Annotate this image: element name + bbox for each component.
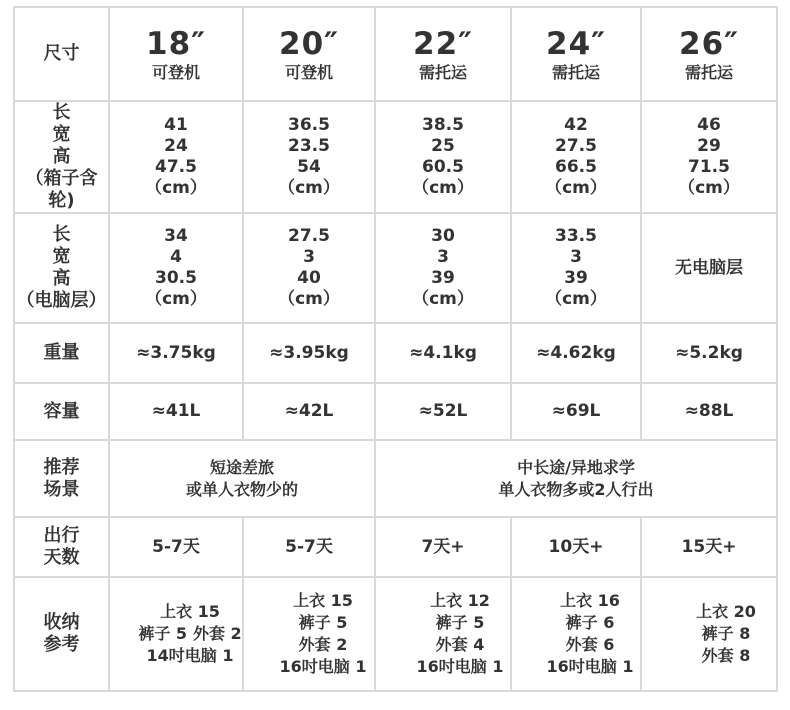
capacity-cell-18: ≈41L <box>109 383 243 440</box>
dimensions-label: 长 宽 高 （箱子含轮) <box>14 101 109 213</box>
laptop-cell-24: 33.5 3 39 （cm） <box>511 213 641 323</box>
scenario-label: 推荐 场景 <box>14 440 109 517</box>
weight-cell-20: ≈3.95kg <box>243 323 375 383</box>
dimensions-cell-26: 46 29 71.5 （cm） <box>641 101 777 213</box>
storage-label: 收纳 参考 <box>14 577 109 691</box>
capacity-cell-24: ≈69L <box>511 383 641 440</box>
capacity-cell-26: ≈88L <box>641 383 777 440</box>
storage-cell-18: 上衣 15 裤子 5 外套 2 14吋电脑 1 <box>109 577 243 691</box>
storage-row <box>14 577 777 691</box>
travel-days-label: 出行 天数 <box>14 517 109 577</box>
days-cell-20: 5-7天 <box>243 517 375 577</box>
laptop-cell-20: 27.5 3 40 （cm） <box>243 213 375 323</box>
scenario-row <box>14 440 777 517</box>
storage-cell-20: 上衣 15 裤子 5 外套 2 16吋电脑 1 <box>243 577 375 691</box>
scenario-short-trip: 短途差旅 或单人衣物少的 <box>109 440 375 517</box>
dimensions-cell-18: 41 24 47.5 （cm） <box>109 101 243 213</box>
dimensions-cell-24: 42 27.5 66.5 （cm） <box>511 101 641 213</box>
travel-days-row <box>14 517 777 577</box>
days-cell-24: 10天+ <box>511 517 641 577</box>
dimensions-row <box>14 101 777 213</box>
capacity-label: 容量 <box>14 383 109 440</box>
days-cell-22: 7天+ <box>375 517 511 577</box>
size-cell-20: 20″ 可登机 <box>243 7 375 101</box>
laptop-cell-22: 30 3 39 （cm） <box>375 213 511 323</box>
laptop-compartment-row <box>14 213 777 323</box>
weight-cell-22: ≈4.1kg <box>375 323 511 383</box>
size-cell-18: 18″ 可登机 <box>109 7 243 101</box>
weight-label: 重量 <box>14 323 109 383</box>
dimensions-cell-22: 38.5 25 60.5 （cm） <box>375 101 511 213</box>
weight-cell-18: ≈3.75kg <box>109 323 243 383</box>
storage-cell-26: 上衣 20 裤子 8 外套 8 <box>641 577 777 691</box>
capacity-cell-22: ≈52L <box>375 383 511 440</box>
weight-row <box>14 323 777 383</box>
size-cell-22: 22″ 需托运 <box>375 7 511 101</box>
size-label: 尺寸 <box>14 7 109 101</box>
storage-cell-22: 上衣 12 裤子 5 外套 4 16吋电脑 1 <box>375 577 511 691</box>
size-row <box>14 7 777 101</box>
laptop-cell-26 <box>641 213 777 323</box>
laptop-cell-18: 34 4 30.5 （cm） <box>109 213 243 323</box>
scenario-long-trip: 中长途/异地求学 单人衣物多或2人行出 <box>375 440 777 517</box>
days-cell-18: 5-7天 <box>109 517 243 577</box>
size-cell-24: 24″ 需托运 <box>511 7 641 101</box>
capacity-cell-20: ≈42L <box>243 383 375 440</box>
laptop-compartment-label: 长 宽 高 （电脑层） <box>14 213 109 323</box>
weight-cell-24: ≈4.62kg <box>511 323 641 383</box>
size-cell-26: 26″ 需托运 <box>641 7 777 101</box>
dimensions-cell-20: 36.5 23.5 54 （cm） <box>243 101 375 213</box>
no-laptop-layer-text: 无电脑层 <box>675 257 743 278</box>
capacity-row <box>14 383 777 440</box>
weight-cell-26: ≈5.2kg <box>641 323 777 383</box>
luggage-spec-table <box>13 6 778 692</box>
days-cell-26: 15天+ <box>641 517 777 577</box>
storage-cell-24: 上衣 16 裤子 6 外套 6 16吋电脑 1 <box>511 577 641 691</box>
